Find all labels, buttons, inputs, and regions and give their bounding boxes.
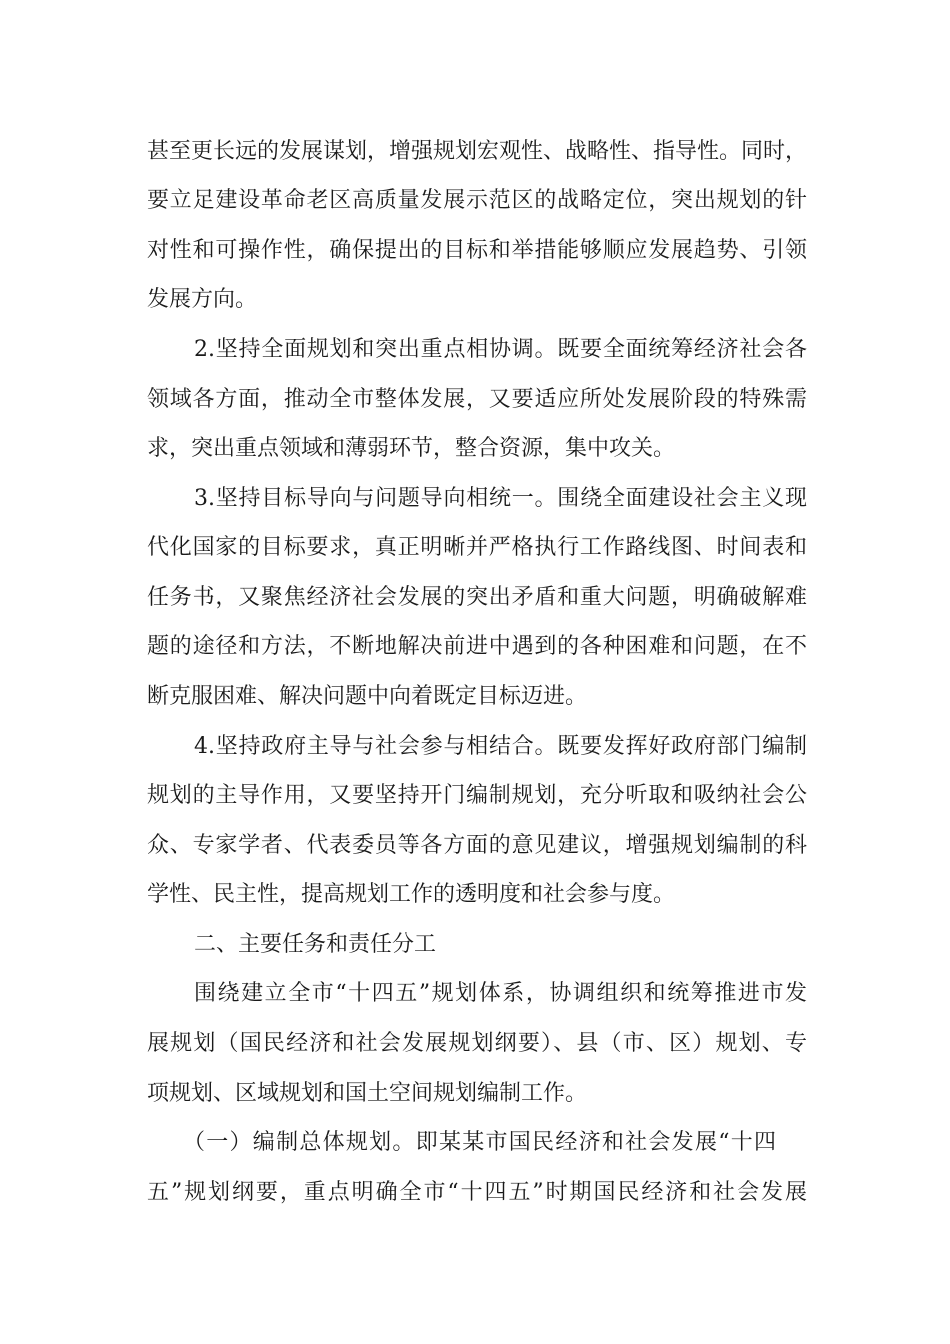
paragraph-first-line: 4.坚持政府主导与社会参与相结合。既要发挥好政府部门编制 xyxy=(194,734,807,759)
section-heading: 二、主要任务和责任分工 xyxy=(194,932,437,957)
text-line: 五”规划纲要，重点明确全市“十四五”时期国民经济和社会发展 xyxy=(147,1180,807,1205)
text-line: 求，突出重点领域和薄弱环节，整合资源，集中攻关。 xyxy=(147,436,676,461)
paragraph-first-line: 围绕建立全市“十四五”规划体系，协调组织和统筹推进市发 xyxy=(194,981,807,1006)
text-line: 众、专家学者、代表委员等各方面的意见建议，增强规划编制的科 xyxy=(147,833,807,858)
text-line: 发展方向。 xyxy=(147,287,258,312)
text-line: 项规划、区域规划和国土空间规划编制工作。 xyxy=(147,1081,588,1106)
paragraph-first-line: 3.坚持目标导向与问题导向相统一。围绕全面建设社会主义现 xyxy=(194,486,807,511)
text-line: 要立足建设革命老区高质量发展示范区的战略定位，突出规划的针 xyxy=(147,188,807,213)
text-line: 代化国家的目标要求，真正明晰并严格执行工作路线图、时间表和 xyxy=(147,535,807,560)
text-line: 学性、民主性，提高规划工作的透明度和社会参与度。 xyxy=(147,882,676,907)
paragraph-first-line: （一）编制总体规划。即某某市国民经济和社会发展“十四 xyxy=(183,1130,776,1155)
text-line: 断克服困难、解决问题中向着既定目标迈进。 xyxy=(147,684,588,709)
text-line: 规划的主导作用，又要坚持开门编制规划，充分听取和吸纳社会公 xyxy=(147,783,807,808)
text-line: 题的途径和方法，不断地解决前进中遇到的各种困难和问题，在不 xyxy=(147,634,807,659)
text-line: 对性和可操作性，确保提出的目标和举措能够顺应发展趋势、引领 xyxy=(147,238,807,263)
text-line: 任务书，又聚焦经济社会发展的突出矛盾和重大问题，明确破解难 xyxy=(147,585,807,610)
paragraph-first-line: 2.坚持全面规划和突出重点相协调。既要全面统筹经济社会各 xyxy=(194,337,807,362)
text-line: 领域各方面，推动全市整体发展，又要适应所处发展阶段的特殊需 xyxy=(147,387,807,412)
text-line: 展规划（国民经济和社会发展规划纲要）、县（市、区）规划、专 xyxy=(147,1031,807,1056)
text-line: 甚至更长远的发展谋划，增强规划宏观性、战略性、指导性。同时， xyxy=(147,139,808,164)
